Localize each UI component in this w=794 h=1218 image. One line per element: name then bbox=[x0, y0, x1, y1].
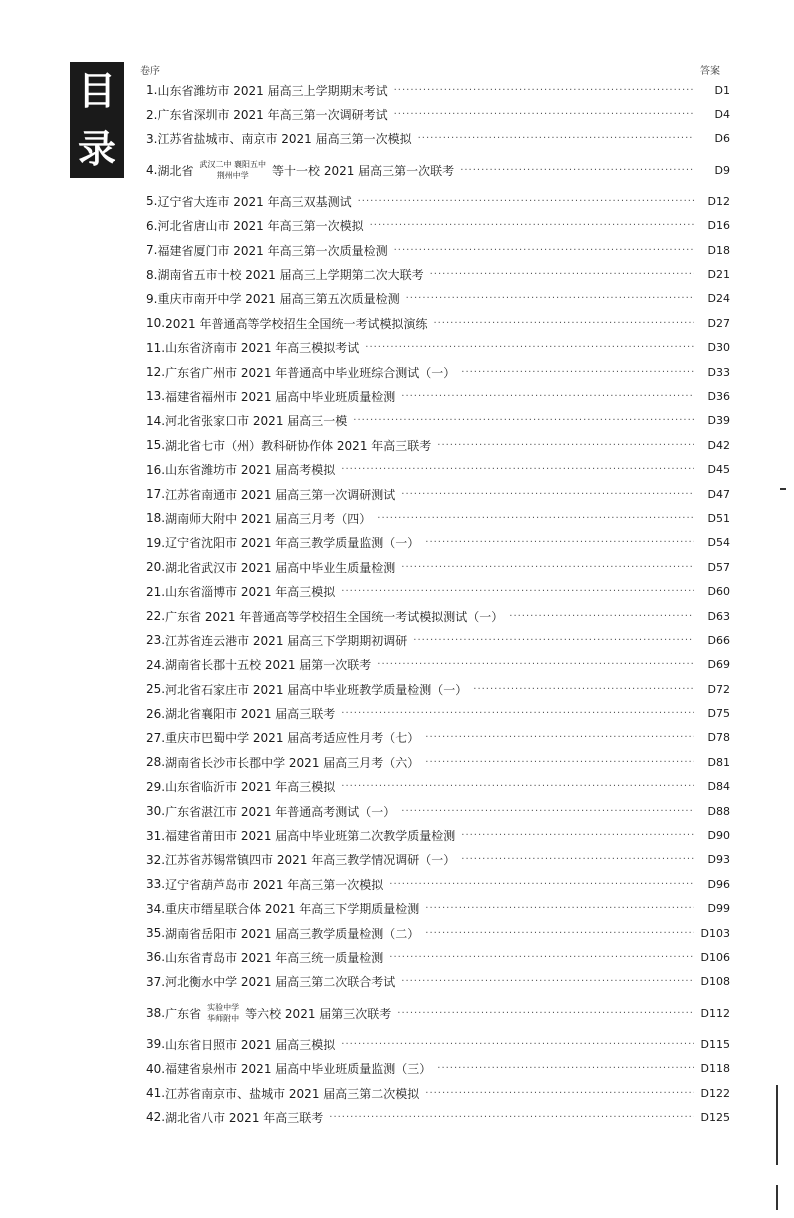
entry-school-name: 武汉二中 襄阳五中 bbox=[199, 160, 267, 170]
entry-school-list bbox=[199, 159, 266, 181]
entry-leader-dots bbox=[394, 85, 694, 96]
entry-leader-dots bbox=[358, 196, 694, 207]
entry-answer-page: D16 bbox=[707, 219, 730, 233]
toc-title-block bbox=[70, 62, 124, 178]
entry-number: 28. bbox=[146, 755, 166, 770]
entry-answer-page: D30 bbox=[707, 341, 730, 355]
entry-number: 16. bbox=[146, 462, 166, 477]
entry-leader-dots bbox=[461, 367, 694, 378]
entry-school-name: 华师附中 bbox=[207, 1014, 240, 1024]
entry-number: 25. bbox=[146, 682, 166, 697]
entry-number: 4. bbox=[146, 163, 158, 178]
entry-leader-dots bbox=[394, 245, 694, 256]
entry-answer-page: D84 bbox=[707, 780, 730, 794]
toc-entry bbox=[146, 482, 730, 506]
entry-number: 21. bbox=[146, 584, 166, 599]
entry-number: 26. bbox=[146, 706, 166, 721]
entry-leader-dots bbox=[425, 732, 694, 743]
toc-entry bbox=[146, 1056, 730, 1080]
entry-leader-dots bbox=[401, 562, 694, 573]
toc-entry bbox=[146, 102, 730, 126]
entry-title: 辽宁省沈阳市 2021 年高三教学质量监测（一） bbox=[165, 536, 420, 551]
toc-entry bbox=[146, 287, 730, 311]
entry-answer-page: D99 bbox=[707, 902, 730, 916]
toc-entry bbox=[146, 848, 730, 872]
entry-number: 33. bbox=[146, 877, 166, 892]
entry-number: 9. bbox=[146, 291, 158, 306]
entry-title: 河北衡水中学 2021 届高三第二次联合考试 bbox=[165, 975, 396, 990]
entry-school-list bbox=[207, 1002, 239, 1024]
toc-entry bbox=[146, 799, 730, 823]
entry-leader-dots bbox=[425, 537, 694, 548]
entry-school-name: 荆州中学 bbox=[216, 171, 249, 181]
entry-answer-page: D125 bbox=[700, 1110, 730, 1124]
toc-entry bbox=[146, 1081, 730, 1105]
entry-title: 山东省日照市 2021 届高三模拟 bbox=[165, 1037, 336, 1052]
entry-leader-dots bbox=[461, 854, 694, 865]
entry-number: 19. bbox=[146, 535, 166, 550]
entry-number: 27. bbox=[146, 730, 166, 745]
toc-entry bbox=[146, 872, 730, 896]
entry-number: 2. bbox=[146, 107, 158, 122]
entry-answer-page: D78 bbox=[707, 731, 730, 745]
entry-number: 40. bbox=[146, 1061, 166, 1076]
entry-number: 12. bbox=[146, 365, 166, 380]
entry-answer-page: D9 bbox=[714, 163, 730, 177]
entry-title: 福建省莆田市 2021 届高中毕业班第二次教学质量检测 bbox=[165, 829, 456, 844]
entry-number: 34. bbox=[146, 901, 166, 916]
entry-number: 22. bbox=[146, 609, 166, 623]
toc-entry bbox=[146, 579, 730, 603]
entry-leader-dots bbox=[437, 1063, 694, 1074]
entry-leader-dots bbox=[437, 440, 694, 451]
entry-prefix: 广东省 bbox=[165, 1006, 202, 1021]
entry-leader-dots bbox=[397, 1008, 694, 1019]
entry-leader-dots bbox=[433, 318, 694, 329]
toc-entry bbox=[146, 750, 730, 774]
entry-answer-page: D118 bbox=[700, 1062, 730, 1076]
entry-title: 广东省广州市 2021 年普通高中毕业班综合测试（一） bbox=[165, 365, 456, 380]
toc-entry bbox=[146, 262, 730, 286]
entry-leader-dots bbox=[365, 342, 694, 353]
entry-answer-page: D42 bbox=[707, 438, 730, 452]
toc-entry bbox=[146, 945, 730, 969]
entry-number: 29. bbox=[146, 779, 166, 794]
toc-entry bbox=[146, 701, 730, 725]
entry-leader-dots bbox=[401, 976, 694, 987]
column-header-order: 卷序 bbox=[140, 66, 160, 77]
entry-title: 重庆市缙星联合体 2021 年高三下学期质量检测 bbox=[165, 902, 420, 917]
entry-title: 河北省石家庄市 2021 届高中毕业班教学质量检测（一） bbox=[165, 682, 468, 697]
entry-number: 10. bbox=[146, 316, 166, 331]
entry-title: 湖北省武汉市 2021 届高中毕业生质量检测 bbox=[165, 560, 396, 575]
entry-number: 7. bbox=[146, 243, 158, 258]
entry-answer-page: D39 bbox=[707, 414, 730, 428]
entry-leader-dots bbox=[425, 1088, 694, 1099]
entry-title: 湖北省八市 2021 年高三联考 bbox=[165, 1110, 324, 1125]
entry-title: 湖南省岳阳市 2021 届高三教学质量检测（二） bbox=[165, 926, 420, 941]
entry-number: 23. bbox=[146, 633, 166, 648]
toc-entry bbox=[146, 506, 730, 530]
entry-answer-page: D1 bbox=[714, 83, 730, 97]
entry-answer-page: D18 bbox=[707, 243, 730, 257]
entry-number: 38. bbox=[146, 1006, 166, 1021]
entry-number: 14. bbox=[146, 413, 166, 428]
toc-entry bbox=[146, 189, 730, 213]
entry-leader-dots bbox=[394, 109, 694, 120]
entry-leader-dots bbox=[418, 133, 694, 144]
toc-title-char-2: 录 bbox=[77, 127, 116, 171]
margin-line-upper bbox=[776, 1085, 778, 1165]
entry-answer-page: D54 bbox=[707, 536, 730, 550]
entry-answer-page: D106 bbox=[700, 950, 730, 964]
entry-answer-page: D108 bbox=[700, 975, 730, 989]
entry-leader-dots bbox=[341, 464, 694, 475]
toc-entry bbox=[146, 384, 730, 408]
entry-number: 30. bbox=[146, 804, 166, 819]
entry-number: 20. bbox=[146, 560, 166, 575]
column-header-answer: 答案 bbox=[700, 66, 720, 77]
entry-answer-page: D122 bbox=[700, 1086, 730, 1100]
entry-title: 湖南省长沙市长郡中学 2021 届高三月考（六） bbox=[165, 755, 420, 770]
entry-answer-page: D93 bbox=[707, 853, 730, 867]
entry-answer-page: D21 bbox=[707, 268, 730, 282]
entry-answer-page: D115 bbox=[700, 1037, 730, 1051]
entry-leader-dots bbox=[341, 708, 694, 719]
entry-title: 湖北省七市（州）教科研协作体 2021 年高三联考 bbox=[165, 438, 432, 453]
toc-entry bbox=[146, 360, 730, 384]
toc-entry bbox=[146, 336, 730, 360]
entry-title: 山东省潍坊市 2021 届高三上学期期末考试 bbox=[157, 83, 388, 98]
entry-title: 重庆市南开中学 2021 届高三第五次质量检测 bbox=[157, 292, 400, 307]
entry-answer-page: D12 bbox=[707, 194, 730, 208]
entry-title: 重庆市巴蜀中学 2021 届高考适应性月考（七） bbox=[165, 731, 420, 746]
entry-answer-page: D24 bbox=[707, 292, 730, 306]
entry-title: 辽宁省大连市 2021 年高三双基测试 bbox=[157, 194, 352, 209]
entry-leader-dots bbox=[401, 391, 694, 402]
entry-answer-page: D4 bbox=[714, 108, 730, 122]
entry-prefix: 湖北省 bbox=[157, 163, 194, 178]
entry-title: 福建省泉州市 2021 届高中毕业班质量监测（三） bbox=[165, 1062, 432, 1077]
entry-leader-dots bbox=[329, 1112, 694, 1123]
entry-number: 5. bbox=[146, 194, 158, 209]
entry-title: 江苏省苏锡常镇四市 2021 年高三教学情况调研（一） bbox=[165, 853, 456, 868]
entry-leader-dots bbox=[341, 1039, 694, 1050]
entry-number: 35. bbox=[146, 926, 166, 941]
entry-title: 山东省淄博市 2021 年高三模拟 bbox=[165, 585, 336, 600]
toc-entry bbox=[146, 311, 730, 335]
toc-entry bbox=[146, 775, 730, 799]
toc-entry bbox=[146, 604, 730, 628]
entry-answer-page: D81 bbox=[707, 755, 730, 769]
entry-leader-dots bbox=[460, 165, 694, 176]
toc-entry bbox=[146, 457, 730, 481]
entry-number: 41. bbox=[146, 1086, 166, 1101]
entry-number: 36. bbox=[146, 950, 166, 965]
toc-entry bbox=[146, 921, 730, 945]
entry-title: 山东省临沂市 2021 年高三模拟 bbox=[165, 780, 336, 795]
entry-leader-dots bbox=[377, 659, 694, 670]
entry-title: 广东省湛江市 2021 年普通高考测试（一） bbox=[165, 804, 396, 819]
toc-entry bbox=[146, 531, 730, 555]
entry-answer-page: D75 bbox=[707, 707, 730, 721]
entry-leader-dots bbox=[401, 806, 694, 817]
toc-entry bbox=[146, 78, 730, 102]
entry-title: 江苏省连云港市 2021 届高三下学期期初调研 bbox=[165, 633, 408, 648]
entry-number: 17. bbox=[146, 487, 166, 502]
entry-leader-dots bbox=[353, 415, 694, 426]
entry-number: 37. bbox=[146, 974, 166, 989]
toc-entry bbox=[146, 214, 730, 238]
entry-number: 11. bbox=[146, 340, 166, 355]
toc-entry bbox=[146, 897, 730, 921]
toc-entry bbox=[146, 127, 730, 151]
entry-answer-page: D112 bbox=[700, 1006, 730, 1020]
entry-leader-dots bbox=[430, 269, 694, 280]
entry-title: 辽宁省葫芦岛市 2021 年高三第一次模拟 bbox=[165, 877, 384, 892]
entry-number: 6. bbox=[146, 218, 158, 233]
toc-entry bbox=[146, 1105, 730, 1129]
toc-entry bbox=[146, 677, 730, 701]
entry-title: 江苏省南通市 2021 届高三第一次调研测试 bbox=[165, 487, 396, 502]
entry-answer-page: D33 bbox=[707, 365, 730, 379]
entry-answer-page: D27 bbox=[707, 316, 730, 330]
entry-leader-dots bbox=[389, 952, 694, 963]
entry-leader-dots bbox=[389, 879, 694, 890]
entry-answer-page: D88 bbox=[707, 804, 730, 818]
margin-line-lower bbox=[776, 1185, 778, 1210]
entry-leader-dots bbox=[413, 635, 694, 646]
entry-title: 福建省厦门市 2021 年高三第一次质量检测 bbox=[157, 243, 388, 258]
toc-entry bbox=[146, 151, 730, 189]
entry-answer-page: D90 bbox=[707, 829, 730, 843]
entry-title: 江苏省南京市、盐城市 2021 届高三第二次模拟 bbox=[165, 1086, 420, 1101]
entry-answer-page: D47 bbox=[707, 487, 730, 501]
entry-answer-page: D45 bbox=[707, 463, 730, 477]
toc-entry bbox=[146, 628, 730, 652]
entry-title: 山东省潍坊市 2021 届高考模拟 bbox=[165, 463, 336, 478]
toc-entry bbox=[146, 726, 730, 750]
entry-number: 32. bbox=[146, 852, 166, 867]
entry-title: 等六校 2021 届第三次联考 bbox=[245, 1006, 392, 1021]
entry-number: 42. bbox=[146, 1110, 166, 1125]
entry-leader-dots bbox=[341, 781, 694, 792]
toc-entry bbox=[146, 994, 730, 1032]
entry-leader-dots bbox=[406, 293, 694, 304]
entry-answer-page: D6 bbox=[714, 132, 730, 146]
entry-answer-page: D103 bbox=[700, 926, 730, 940]
margin-tick bbox=[780, 488, 786, 490]
entry-title: 广东省 2021 年普通高等学校招生全国统一考试模拟测试（一） bbox=[165, 609, 504, 624]
entry-title: 湖南省长郡十五校 2021 届第一次联考 bbox=[165, 658, 372, 673]
entry-title: 广东省深圳市 2021 年高三第一次调研考试 bbox=[157, 108, 388, 123]
toc-entry bbox=[146, 653, 730, 677]
entry-number: 31. bbox=[146, 828, 166, 843]
entry-title: 等十一校 2021 届高三第一次联考 bbox=[272, 163, 455, 178]
entry-answer-page: D51 bbox=[707, 511, 730, 525]
entry-number: 24. bbox=[146, 657, 166, 672]
entry-title: 福建省福州市 2021 届高中毕业班质量检测 bbox=[165, 389, 396, 404]
entry-leader-dots bbox=[425, 928, 694, 939]
entry-answer-page: D60 bbox=[707, 585, 730, 599]
toc-entry bbox=[146, 409, 730, 433]
entry-title: 山东省青岛市 2021 年高三统一质量检测 bbox=[165, 950, 384, 965]
entry-number: 39. bbox=[146, 1037, 166, 1052]
entry-answer-page: D66 bbox=[707, 633, 730, 647]
toc-entry bbox=[146, 970, 730, 994]
toc-entry bbox=[146, 555, 730, 579]
entry-answer-page: D36 bbox=[707, 389, 730, 403]
table-of-contents bbox=[146, 78, 730, 1130]
entry-number: 15. bbox=[146, 438, 166, 453]
toc-entry bbox=[146, 823, 730, 847]
entry-title: 江苏省盐城市、南京市 2021 届高三第一次模拟 bbox=[157, 132, 412, 147]
entry-title: 湖北省襄阳市 2021 届高三联考 bbox=[165, 707, 336, 722]
entry-answer-page: D63 bbox=[707, 609, 730, 623]
entry-number: 1. bbox=[146, 83, 158, 98]
entry-answer-page: D57 bbox=[707, 560, 730, 574]
entry-title: 河北省张家口市 2021 届高三一模 bbox=[165, 414, 348, 429]
entry-leader-dots bbox=[341, 586, 694, 597]
toc-title-char-1: 目 bbox=[77, 69, 116, 113]
entry-number: 3. bbox=[146, 131, 158, 146]
entry-title: 湖南省五市十校 2021 届高三上学期第二次大联考 bbox=[157, 268, 424, 283]
entry-leader-dots bbox=[425, 903, 694, 914]
entry-school-name: 实验中学 bbox=[207, 1003, 240, 1013]
entry-leader-dots bbox=[401, 489, 694, 500]
entry-title: 2021 年普通高等学校招生全国统一考试模拟演练 bbox=[165, 316, 428, 331]
toc-entry bbox=[146, 238, 730, 262]
entry-number: 13. bbox=[146, 389, 166, 404]
entry-number: 8. bbox=[146, 267, 158, 282]
entry-leader-dots bbox=[473, 684, 694, 695]
entry-title: 湖南师大附中 2021 届高三月考（四） bbox=[165, 511, 372, 526]
entry-leader-dots bbox=[377, 513, 694, 524]
entry-number: 18. bbox=[146, 511, 166, 526]
toc-entry bbox=[146, 433, 730, 457]
entry-answer-page: D69 bbox=[707, 658, 730, 672]
entry-leader-dots bbox=[425, 757, 694, 768]
entry-answer-page: D96 bbox=[707, 877, 730, 891]
entry-title: 山东省济南市 2021 年高三模拟考试 bbox=[165, 341, 360, 356]
entry-leader-dots bbox=[509, 611, 694, 622]
toc-entry bbox=[146, 1032, 730, 1056]
entry-leader-dots bbox=[461, 830, 694, 841]
entry-leader-dots bbox=[370, 220, 694, 231]
entry-answer-page: D72 bbox=[707, 682, 730, 696]
entry-title: 河北省唐山市 2021 年高三第一次模拟 bbox=[157, 219, 364, 234]
